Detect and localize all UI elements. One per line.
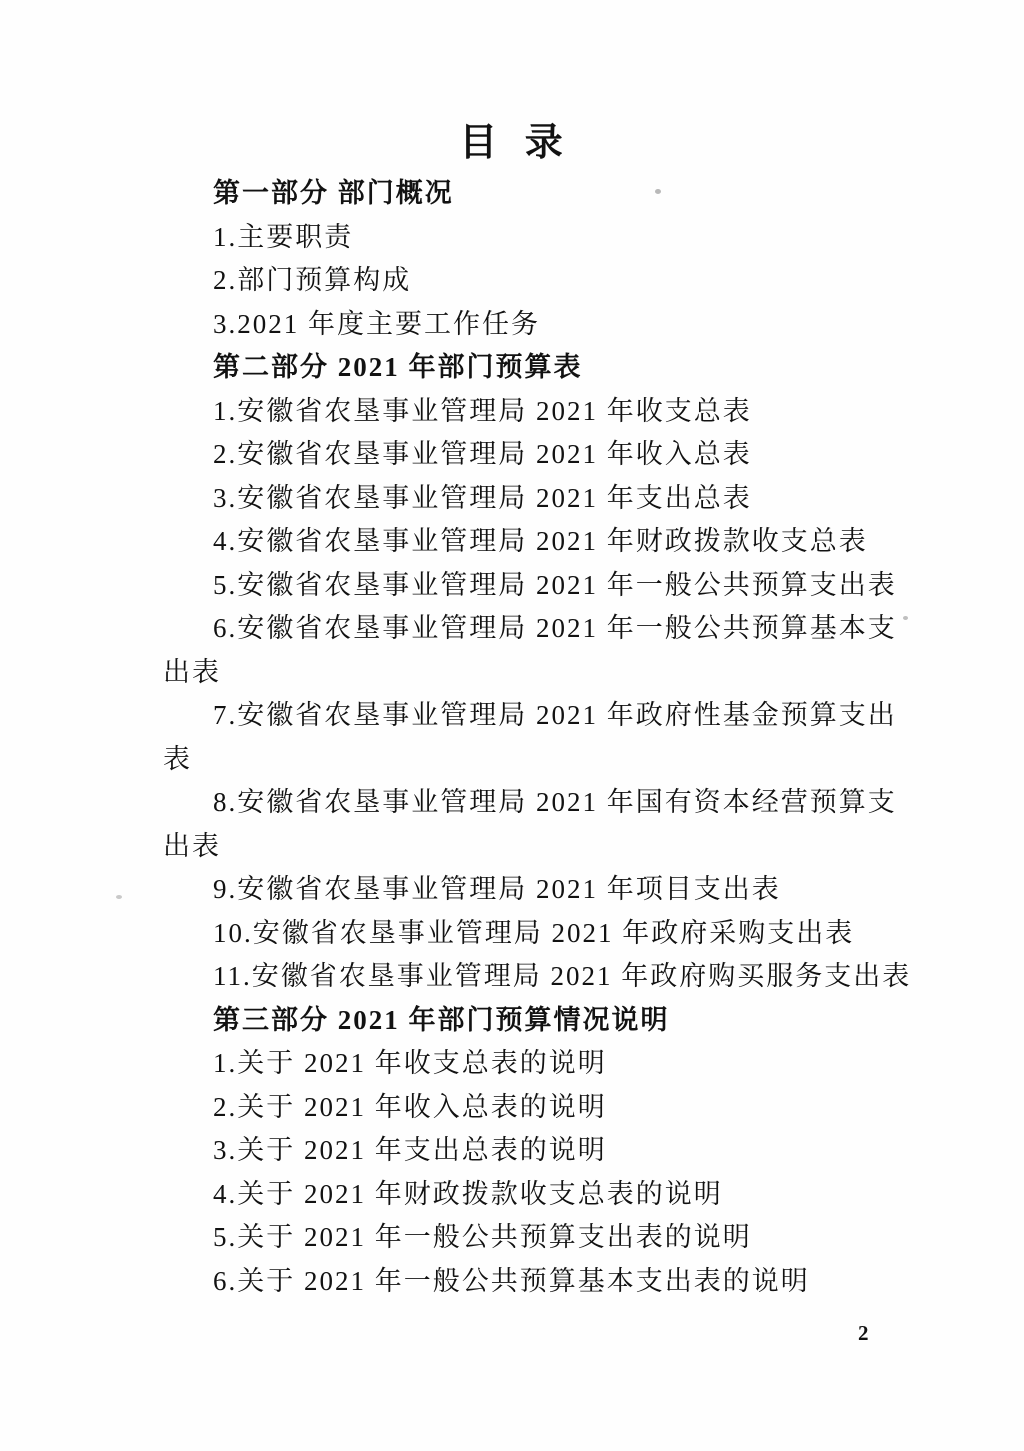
toc-entry: 5.安徽省农垦事业管理局 2021 年一般公共预算支出表 [213, 569, 897, 600]
toc-section-heading: 第二部分 2021 年部门预算表 [213, 352, 583, 382]
toc-entry: 6.安徽省农垦事业管理局 2021 年一般公共预算基本支 [213, 613, 897, 643]
toc-entry: 3.2021 年度主要工作任务 [213, 308, 540, 339]
toc-entry: 2.安徽省农垦事业管理局 2021 年收入总表 [213, 439, 752, 469]
toc-entry: 2.关于 2021 年收入总表的说明 [213, 1091, 607, 1122]
toc-entry: 3.关于 2021 年支出总表的说明 [213, 1135, 607, 1165]
toc-entry: 10.安徽省农垦事业管理局 2021 年政府采购支出表 [213, 917, 855, 948]
toc-entry: 3.安徽省农垦事业管理局 2021 年支出总表 [213, 482, 752, 513]
scan-speck [903, 616, 908, 620]
toc-entry: 1.主要职责 [213, 221, 354, 252]
toc-entry-continuation: 出表 [163, 830, 221, 861]
page-title: 目 录 [459, 122, 565, 164]
toc-entry: 5.关于 2021 年一般公共预算支出表的说明 [213, 1222, 752, 1252]
toc-entry: 1.关于 2021 年收支总表的说明 [213, 1048, 607, 1078]
toc-entry: 7.安徽省农垦事业管理局 2021 年政府性基金预算支出 [213, 700, 897, 730]
scan-speck [655, 189, 661, 194]
toc-section-heading: 第三部分 2021 年部门预算情况说明 [213, 1004, 670, 1035]
scan-speck [116, 895, 122, 899]
toc-entry: 4.关于 2021 年财政拨款收支总表的说明 [213, 1178, 723, 1209]
toc-entry: 6.关于 2021 年一般公共预算基本支出表的说明 [213, 1265, 810, 1296]
toc-entry: 8.安徽省农垦事业管理局 2021 年国有资本经营预算支 [213, 787, 897, 817]
toc-entry: 11.安徽省农垦事业管理局 2021 年政府购买服务支出表 [213, 961, 912, 991]
page-number: 2 [858, 1321, 869, 1345]
table-of-contents [163, 172, 911, 1303]
toc-entry: 9.安徽省农垦事业管理局 2021 年项目支出表 [213, 874, 781, 904]
toc-entry-continuation: 表 [163, 743, 192, 774]
toc-entry: 4.安徽省农垦事业管理局 2021 年财政拨款收支总表 [213, 526, 868, 556]
toc-entry: 1.安徽省农垦事业管理局 2021 年收支总表 [213, 395, 752, 426]
toc-section-heading: 第一部分 部门概况 [213, 178, 454, 208]
toc-entry: 2.部门预算构成 [213, 265, 412, 295]
toc-entry-continuation: 出表 [163, 656, 221, 687]
